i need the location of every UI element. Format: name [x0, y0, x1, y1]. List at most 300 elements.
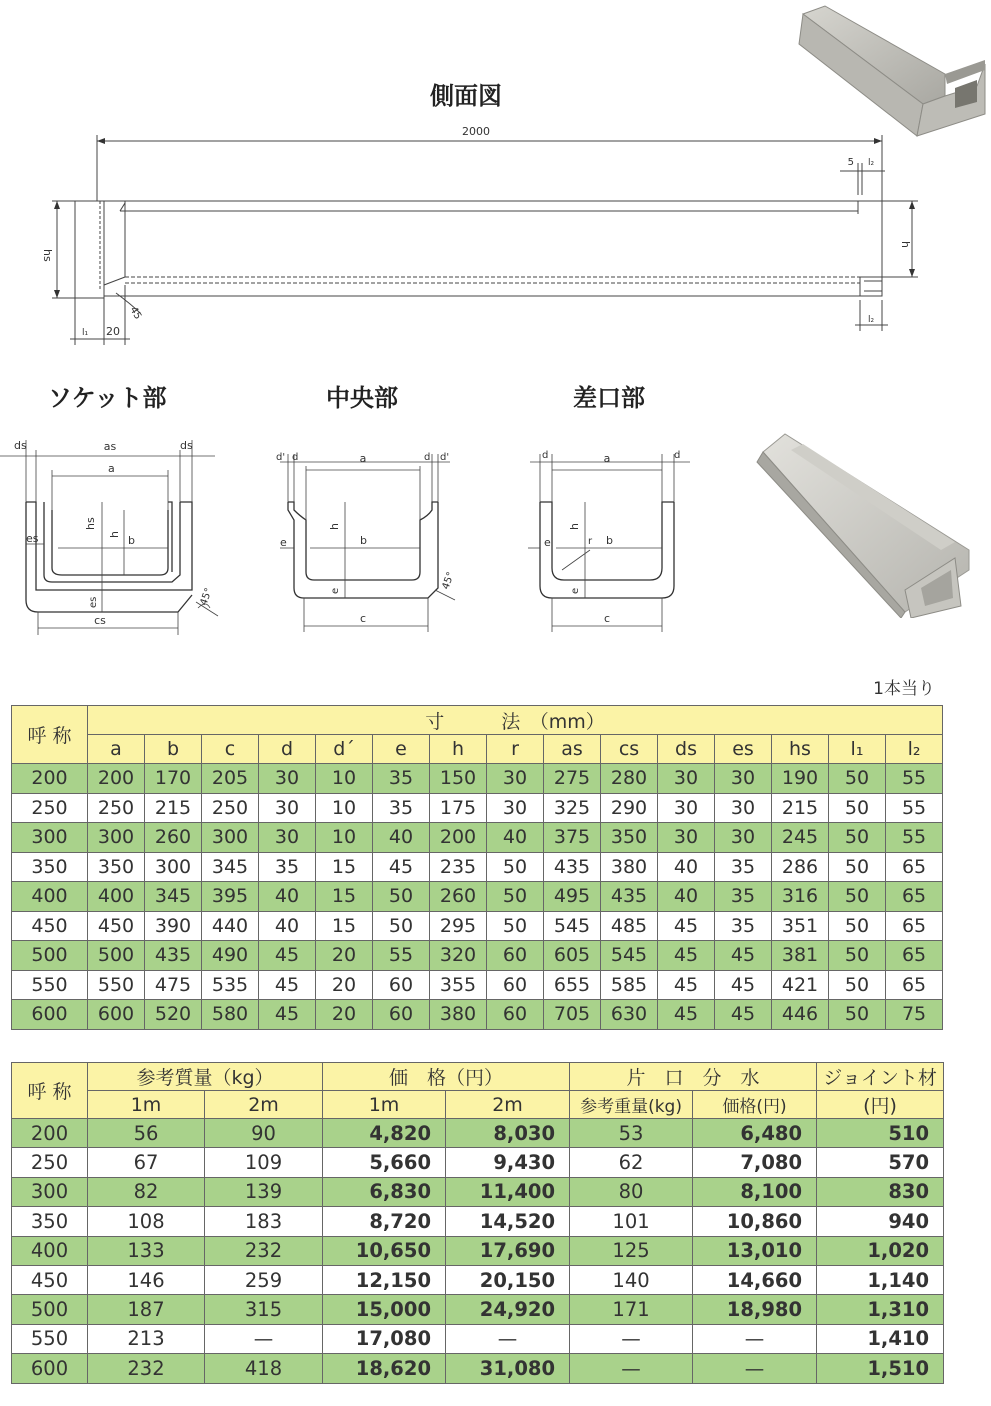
label-angle: 45°: [440, 570, 457, 592]
table-row: [12, 882, 943, 912]
table-cell: 490: [202, 941, 259, 971]
mass-1m-cell: 213: [88, 1324, 205, 1353]
table-cell: 30: [715, 823, 772, 853]
table-cell: 585: [601, 970, 658, 1000]
row-name: 200: [12, 1119, 88, 1148]
row-name: 500: [12, 941, 88, 971]
label-d-right: d: [674, 450, 681, 461]
table-cell: 50: [829, 852, 886, 882]
row-name: 600: [12, 1354, 88, 1383]
price-2m-cell: 17,690: [446, 1236, 570, 1265]
table-row: [12, 1265, 944, 1294]
label-ds-left: ds: [14, 439, 27, 452]
row-name: 200: [12, 764, 88, 794]
price-2m-cell: 9,430: [446, 1148, 570, 1177]
table-cell: 40: [658, 852, 715, 882]
table-cell: 45: [715, 1000, 772, 1030]
table-cell: 550: [88, 970, 145, 1000]
price-1m-cell: 18,620: [323, 1354, 446, 1383]
table-cell: 30: [658, 793, 715, 823]
sub-branch-price: 価格(円): [693, 1091, 817, 1119]
table-cell: 55: [886, 764, 943, 794]
price-1m-cell: 5,660: [323, 1148, 446, 1177]
price-2m-cell: 20,150: [446, 1265, 570, 1294]
table-cell: 50: [829, 911, 886, 941]
table-cell: 45: [715, 970, 772, 1000]
joint-cell: 1,410: [817, 1324, 944, 1353]
table-cell: 45: [658, 941, 715, 971]
price-2m-cell: 11,400: [446, 1177, 570, 1206]
table-cell: 30: [658, 764, 715, 794]
row-name: 550: [12, 1324, 88, 1353]
spigot-section-drawing: [510, 440, 710, 640]
dim-5: 5: [847, 157, 854, 168]
row-name: 400: [12, 1236, 88, 1265]
label-es-side: es: [26, 532, 39, 545]
branch-price-cell: 13,010: [693, 1236, 817, 1265]
table-cell: 600: [88, 1000, 145, 1030]
branch-weight-cell: 125: [570, 1236, 693, 1265]
table-cell: 10: [316, 764, 373, 794]
dim-hs: hs: [41, 249, 54, 262]
side-view-drawing: [30, 115, 930, 355]
sub-2m-price: 2m: [446, 1091, 570, 1119]
table-cell: 45: [259, 970, 316, 1000]
sub-branch-weight: 参考重量(kg): [570, 1091, 693, 1119]
row-name: 600: [12, 1000, 88, 1030]
table-cell: 446: [772, 1000, 829, 1030]
table-cell: 50: [829, 764, 886, 794]
table-cell: 10: [316, 823, 373, 853]
table-cell: 300: [145, 852, 202, 882]
dim-col-header: as: [544, 735, 601, 764]
joint-cell: 570: [817, 1148, 944, 1177]
label-d-left: d: [542, 450, 549, 461]
table-cell: 200: [88, 764, 145, 794]
branch-price-cell: 7,080: [693, 1148, 817, 1177]
table-cell: 30: [715, 793, 772, 823]
price-1m-cell: 10,650: [323, 1236, 446, 1265]
table-cell: 215: [145, 793, 202, 823]
table-cell: 421: [772, 970, 829, 1000]
mass-2m-cell: —: [205, 1324, 323, 1353]
price-table: [11, 1062, 944, 1384]
table-cell: 10: [316, 793, 373, 823]
table-cell: 395: [202, 882, 259, 912]
mass-1m-cell: 232: [88, 1354, 205, 1383]
table-cell: 545: [544, 911, 601, 941]
table-row: [12, 1148, 944, 1177]
table-cell: 50: [487, 911, 544, 941]
label-a: a: [359, 452, 367, 465]
table-cell: 35: [259, 852, 316, 882]
table-cell: 580: [202, 1000, 259, 1030]
mass-2m-cell: 259: [205, 1265, 323, 1294]
joint-cell: 1,310: [817, 1295, 944, 1324]
sub-1m-mass: 1m: [88, 1091, 205, 1119]
center-section-title: 中央部: [326, 384, 398, 412]
table-cell: 350: [88, 852, 145, 882]
table-cell: 60: [373, 970, 430, 1000]
row-name: 300: [12, 823, 88, 853]
table-cell: 55: [373, 941, 430, 971]
table-cell: 65: [886, 970, 943, 1000]
table-cell: 345: [202, 852, 259, 882]
row-name: 350: [12, 852, 88, 882]
dim-col-header: hs: [772, 735, 829, 764]
table-cell: 65: [886, 941, 943, 971]
dimension-table: [11, 705, 943, 1030]
dim-45: 45: [127, 305, 144, 322]
label-ds-right: ds: [180, 439, 193, 452]
table-row: [12, 1295, 944, 1324]
dim-col-header: r: [487, 735, 544, 764]
table-cell: 45: [715, 941, 772, 971]
mass-2m-cell: 90: [205, 1119, 323, 1148]
branch-price-cell: 6,480: [693, 1119, 817, 1148]
table-cell: 475: [145, 970, 202, 1000]
table-cell: 320: [430, 941, 487, 971]
table-cell: 250: [202, 793, 259, 823]
table-cell: 295: [430, 911, 487, 941]
table-cell: 605: [544, 941, 601, 971]
table-cell: 170: [145, 764, 202, 794]
table-cell: 351: [772, 911, 829, 941]
joint-cell: 1,140: [817, 1265, 944, 1294]
table-cell: 45: [658, 970, 715, 1000]
label-e-side: e: [544, 536, 551, 549]
table-cell: 390: [145, 911, 202, 941]
row-name: 350: [12, 1207, 88, 1236]
table-cell: 50: [487, 882, 544, 912]
dim-col-header: a: [88, 735, 145, 764]
table-row: [12, 793, 943, 823]
table-cell: 535: [202, 970, 259, 1000]
table-row: [12, 852, 943, 882]
dim-col-header: d´: [316, 735, 373, 764]
branch-price-cell: 14,660: [693, 1265, 817, 1294]
label-d1-right: d': [440, 452, 450, 463]
table-cell: 35: [373, 793, 430, 823]
table-cell: 50: [487, 852, 544, 882]
joint-cell: 940: [817, 1207, 944, 1236]
table-cell: 45: [259, 941, 316, 971]
price-corner-header: 呼 称: [12, 1063, 88, 1119]
table-cell: 435: [145, 941, 202, 971]
table-row: [12, 911, 943, 941]
table-cell: 260: [430, 882, 487, 912]
dim-h: h: [899, 241, 912, 248]
table-cell: 45: [658, 1000, 715, 1030]
table-cell: 40: [259, 882, 316, 912]
price-1m-cell: 8,720: [323, 1207, 446, 1236]
table-cell: 40: [658, 882, 715, 912]
mass-header: 参考質量（kg）: [88, 1063, 323, 1091]
table-cell: 35: [373, 764, 430, 794]
table-cell: 150: [430, 764, 487, 794]
label-d1-left: d': [276, 452, 286, 463]
table-cell: 175: [430, 793, 487, 823]
row-name: 250: [12, 793, 88, 823]
table-cell: 215: [772, 793, 829, 823]
table-cell: 286: [772, 852, 829, 882]
joint-cell: 1,020: [817, 1236, 944, 1265]
dim-col-header: l₂: [886, 735, 943, 764]
table-cell: 30: [715, 764, 772, 794]
table-row: [12, 1177, 944, 1206]
table-cell: 435: [544, 852, 601, 882]
table-cell: 325: [544, 793, 601, 823]
joint-cell: 830: [817, 1177, 944, 1206]
dim-col-header: l₁: [829, 735, 886, 764]
table-cell: 630: [601, 1000, 658, 1030]
table-cell: 655: [544, 970, 601, 1000]
label-e-side: e: [280, 536, 287, 549]
dim-col-header: e: [373, 735, 430, 764]
row-name: 450: [12, 911, 88, 941]
mass-2m-cell: 418: [205, 1354, 323, 1383]
table-cell: 545: [601, 941, 658, 971]
table-cell: 55: [886, 793, 943, 823]
branch-weight-cell: —: [570, 1354, 693, 1383]
joint-header-unit: (円): [817, 1091, 944, 1119]
price-2m-cell: 8,030: [446, 1119, 570, 1148]
label-a: a: [108, 462, 115, 475]
mass-2m-cell: 232: [205, 1236, 323, 1265]
price-1m-cell: 15,000: [323, 1295, 446, 1324]
table-row: [12, 823, 943, 853]
table-cell: 200: [430, 823, 487, 853]
table-cell: 30: [487, 764, 544, 794]
table-row: [12, 970, 943, 1000]
joint-header: ジョイント材: [817, 1063, 944, 1091]
table-cell: 65: [886, 882, 943, 912]
table-cell: 35: [715, 852, 772, 882]
table-cell: 60: [487, 941, 544, 971]
price-2m-cell: 31,080: [446, 1354, 570, 1383]
price-1m-cell: 4,820: [323, 1119, 446, 1148]
mass-1m-cell: 108: [88, 1207, 205, 1236]
table-cell: 65: [886, 911, 943, 941]
table-row: [12, 1000, 943, 1030]
dim-2000: 2000: [462, 125, 490, 138]
label-h: h: [108, 531, 121, 538]
joint-cell: 510: [817, 1119, 944, 1148]
mass-1m-cell: 56: [88, 1119, 205, 1148]
table-cell: 50: [829, 1000, 886, 1030]
label-b: b: [360, 534, 367, 547]
label-cs: cs: [94, 614, 106, 627]
table-cell: 15: [316, 911, 373, 941]
table-cell: 235: [430, 852, 487, 882]
row-name: 300: [12, 1177, 88, 1206]
table-row: [12, 1236, 944, 1265]
label-b: b: [606, 534, 613, 547]
table-cell: 60: [487, 1000, 544, 1030]
table-cell: 20: [316, 970, 373, 1000]
mass-1m-cell: 146: [88, 1265, 205, 1294]
label-d-right: d: [424, 452, 431, 463]
mass-2m-cell: 183: [205, 1207, 323, 1236]
mass-1m-cell: 82: [88, 1177, 205, 1206]
table-cell: 205: [202, 764, 259, 794]
table-cell: 500: [88, 941, 145, 971]
mass-1m-cell: 187: [88, 1295, 205, 1324]
dim-col-header: b: [145, 735, 202, 764]
label-as: as: [103, 440, 117, 453]
table-row: [12, 941, 943, 971]
table-cell: 400: [88, 882, 145, 912]
dim-col-header: ds: [658, 735, 715, 764]
table-cell: 495: [544, 882, 601, 912]
table-cell: 520: [145, 1000, 202, 1030]
label-angle: 45°: [198, 586, 215, 608]
dim-group-header: 寸 法 （mm）: [88, 706, 943, 735]
table-cell: 375: [544, 823, 601, 853]
dim-col-header: es: [715, 735, 772, 764]
table-cell: 290: [601, 793, 658, 823]
table-cell: 45: [259, 1000, 316, 1030]
center-section-drawing: [270, 440, 470, 640]
table-cell: 50: [829, 970, 886, 1000]
table-cell: 35: [715, 911, 772, 941]
label-r: r: [588, 536, 593, 547]
row-name: 550: [12, 970, 88, 1000]
table-cell: 300: [88, 823, 145, 853]
table-cell: 485: [601, 911, 658, 941]
table-row: [12, 764, 943, 794]
table-row: [12, 1119, 944, 1148]
table-cell: 250: [88, 793, 145, 823]
branch-weight-cell: 53: [570, 1119, 693, 1148]
table-cell: 50: [829, 793, 886, 823]
table-cell: 20: [316, 1000, 373, 1030]
label-h: h: [328, 523, 341, 530]
table-cell: 316: [772, 882, 829, 912]
table-cell: 75: [886, 1000, 943, 1030]
dim-corner-header: 呼 称: [12, 706, 88, 764]
label-e-bottom: e: [570, 587, 581, 594]
price-2m-cell: —: [446, 1324, 570, 1353]
table-cell: 30: [487, 793, 544, 823]
branch-price-cell: 18,980: [693, 1295, 817, 1324]
table-cell: 30: [658, 823, 715, 853]
table-cell: 380: [601, 852, 658, 882]
dim-col-header: h: [430, 735, 487, 764]
branch-price-cell: —: [693, 1324, 817, 1353]
mass-2m-cell: 109: [205, 1148, 323, 1177]
table-cell: 20: [316, 941, 373, 971]
branch-header: 片 口 分 水: [570, 1063, 817, 1091]
row-name: 450: [12, 1265, 88, 1294]
sub-2m-mass: 2m: [205, 1091, 323, 1119]
table-cell: 45: [658, 911, 715, 941]
dim-20: 20: [106, 325, 120, 338]
table-cell: 345: [145, 882, 202, 912]
mass-1m-cell: 67: [88, 1148, 205, 1177]
label-b: b: [128, 534, 135, 547]
branch-price-cell: —: [693, 1354, 817, 1383]
table-cell: 350: [601, 823, 658, 853]
table-cell: 30: [259, 793, 316, 823]
socket-section-drawing: [0, 430, 240, 645]
price-1m-cell: 17,080: [323, 1324, 446, 1353]
product-photo-middle: [755, 430, 987, 618]
table-cell: 40: [487, 823, 544, 853]
table-cell: 260: [145, 823, 202, 853]
table-cell: 15: [316, 882, 373, 912]
mass-1m-cell: 133: [88, 1236, 205, 1265]
table-cell: 30: [259, 823, 316, 853]
branch-price-cell: 10,860: [693, 1207, 817, 1236]
branch-weight-cell: 62: [570, 1148, 693, 1177]
row-name: 500: [12, 1295, 88, 1324]
mass-2m-cell: 139: [205, 1177, 323, 1206]
table-cell: 450: [88, 911, 145, 941]
dim-l2-bottom: l₂: [868, 315, 875, 325]
table-cell: 381: [772, 941, 829, 971]
label-hs: hs: [84, 517, 97, 530]
branch-weight-cell: 80: [570, 1177, 693, 1206]
label-c: c: [603, 612, 611, 625]
table-row: [12, 1324, 944, 1353]
table-cell: 355: [430, 970, 487, 1000]
table-cell: 40: [259, 911, 316, 941]
table-cell: 705: [544, 1000, 601, 1030]
price-1m-cell: 12,150: [323, 1265, 446, 1294]
sub-1m-price: 1m: [323, 1091, 446, 1119]
price-2m-cell: 14,520: [446, 1207, 570, 1236]
table-cell: 245: [772, 823, 829, 853]
table-cell: 50: [373, 882, 430, 912]
table-cell: 45: [373, 852, 430, 882]
price-1m-cell: 6,830: [323, 1177, 446, 1206]
mass-2m-cell: 315: [205, 1295, 323, 1324]
label-h: h: [568, 523, 581, 530]
table-cell: 50: [829, 882, 886, 912]
table-cell: 40: [373, 823, 430, 853]
table-cell: 50: [373, 911, 430, 941]
table-cell: 280: [601, 764, 658, 794]
side-view-title: 側面図: [430, 82, 502, 110]
table-cell: 65: [886, 852, 943, 882]
row-name: 250: [12, 1148, 88, 1177]
table-row: [12, 1354, 944, 1383]
table-cell: 275: [544, 764, 601, 794]
joint-cell: 1,510: [817, 1354, 944, 1383]
table-cell: 380: [430, 1000, 487, 1030]
row-name: 400: [12, 882, 88, 912]
table-row: [12, 1207, 944, 1236]
dim-col-header: c: [202, 735, 259, 764]
dim-l2-top: l₂: [868, 158, 875, 168]
per-unit-note: 1本当り: [873, 679, 935, 699]
table-cell: 15: [316, 852, 373, 882]
price-2m-cell: 24,920: [446, 1295, 570, 1324]
price-header: 価 格（円）: [323, 1063, 570, 1091]
table-cell: 60: [487, 970, 544, 1000]
table-cell: 50: [829, 823, 886, 853]
table-cell: 300: [202, 823, 259, 853]
branch-weight-cell: 140: [570, 1265, 693, 1294]
table-cell: 440: [202, 911, 259, 941]
branch-weight-cell: —: [570, 1324, 693, 1353]
dim-l1: l₁: [82, 328, 89, 338]
socket-section-title: ソケット部: [48, 384, 167, 412]
label-a: a: [603, 452, 611, 465]
branch-weight-cell: 101: [570, 1207, 693, 1236]
branch-price-cell: 8,100: [693, 1177, 817, 1206]
